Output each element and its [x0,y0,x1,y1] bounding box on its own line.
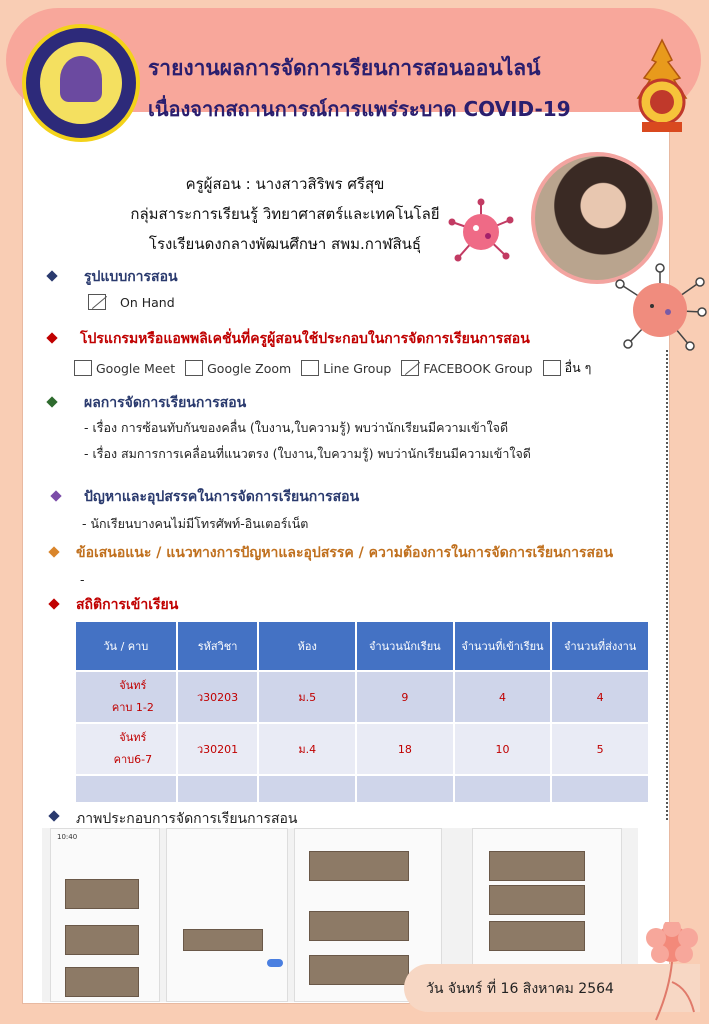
result-item: - เรื่อง สมการการเคลื่อนที่แนวตรง (ใบงาน,ใบความรู้) พบว่านักเรียนมีความเข้าใจดี [84,446,531,461]
chat-screenshot [166,828,288,1002]
attendance-heading: สถิติการเข้าเรียน [76,597,179,613]
teaching-format-heading: รูปแบบการสอน [84,269,178,285]
attendance-table [74,620,650,804]
worksheet-photo [309,955,409,985]
worksheet-photo [309,911,409,941]
checkbox[interactable] [543,360,561,376]
worksheet-photo [65,879,139,909]
attended-cell: 4 [454,671,552,723]
column-header: รหัสวิชา [177,621,259,671]
obec-emblem-icon [628,38,696,134]
column-header: จำนวนที่ส่งงาน [551,621,649,671]
teacher-school: โรงเรียนดงกลางพัฒนศึกษา สพม.กาฬสินธุ์ [148,235,422,253]
checkbox-checked[interactable] [401,360,419,376]
column-header: จำนวนที่เข้าเรียน [454,621,552,671]
app-option-line-group[interactable]: Line Group [301,360,391,376]
room-cell: ม.4 [258,723,356,775]
teaching-format-option-label: On Hand [120,294,175,310]
suggestion-item: - [80,572,85,587]
table-row [75,671,649,723]
banner-title-line2: เนื่องจากสถานการณ์การแพร่ระบาด COVID-19 [148,97,571,121]
app-option-facebook-group[interactable]: FACEBOOK Group [401,360,532,376]
column-header: วัน / คาบ [75,621,177,671]
worksheet-photo [489,851,585,881]
apps-heading: โปรแกรมหรือแอพพลิเคชั่นที่ครูผู้สอนใช้ประกอบในการจัดการเรียนการสอน [80,331,530,347]
column-header: จำนวนนักเรียน [356,621,454,671]
worksheet-photo [65,925,139,955]
app-option-google-zoom[interactable]: Google Zoom [185,360,291,376]
checkbox[interactable] [74,360,92,376]
tree-icon [60,56,102,102]
app-option-google-meet[interactable]: Google Meet [74,360,175,376]
problems-heading: ปัญหาและอุปสรรคในการจัดการเรียนการสอน [84,489,360,505]
teaching-format-option [88,294,175,310]
message-bubble [267,959,283,967]
problem-item: - นักเรียนบางคนไม่มีโทรศัพท์-อินเตอร์เน็ต [82,516,309,531]
day-period-cell: จันทร์ คาบ 1-2 [75,671,177,723]
result-item: - เรื่อง การซ้อนทับกันของคลื่น (ใบงาน,ใบความรู้) พบว่านักเรียนมีความเข้าใจดี [84,420,509,435]
virus-icon [446,198,516,266]
students-cell: 9 [356,671,454,723]
students-cell: 18 [356,723,454,775]
column-header: ห้อง [258,621,356,671]
subject-code-cell: ว30203 [177,671,259,723]
worksheet-photo [489,885,585,915]
results-heading: ผลการจัดการเรียนการสอน [84,395,247,411]
checkbox[interactable] [301,360,319,376]
checkbox[interactable] [185,360,203,376]
table-row [75,723,649,775]
virus-decoration-icon [612,262,708,358]
submitted-cell: 5 [551,723,649,775]
apps-options [74,358,591,378]
worksheet-photo [309,851,409,881]
worksheet-photo [489,921,585,951]
flower-icon [634,922,708,1022]
checkbox-on-hand[interactable] [88,294,106,310]
banner-title-line1: รายงานผลการจัดการเรียนการสอนออนไลน์ [148,56,541,80]
table-row-empty [75,775,649,803]
photos-heading: ภาพประกอบการจัดการเรียนการสอน [76,811,298,827]
suggestions-heading: ข้อเสนอแนะ / แนวทางการปัญหาและอุปสรรค / ความต้องการในการจัดการเรียนการสอน [76,545,614,561]
worksheet-photo [183,929,263,951]
dotted-divider [666,350,668,820]
school-logo [22,24,140,142]
subject-code-cell: ว30201 [177,723,259,775]
teacher-name: ครูผู้สอน : นางสาวสิริพร ศรีสุข [185,175,385,193]
day-period-cell: จันทร์ คาบ6-7 [75,723,177,775]
report-date: วัน จันทร์ ที่ 16 สิงหาคม 2564 [426,981,614,997]
table-header-row [75,621,649,671]
room-cell: ม.5 [258,671,356,723]
attended-cell: 10 [454,723,552,775]
app-option-other[interactable]: อื่น ๆ [543,358,592,378]
submitted-cell: 4 [551,671,649,723]
chat-screenshot: 10:40 [50,828,160,1002]
teacher-department: กลุ่มสาระการเรียนรู้ วิทยาศาสตร์และเทคโนโลยี [130,205,440,223]
worksheet-photo [65,967,139,997]
